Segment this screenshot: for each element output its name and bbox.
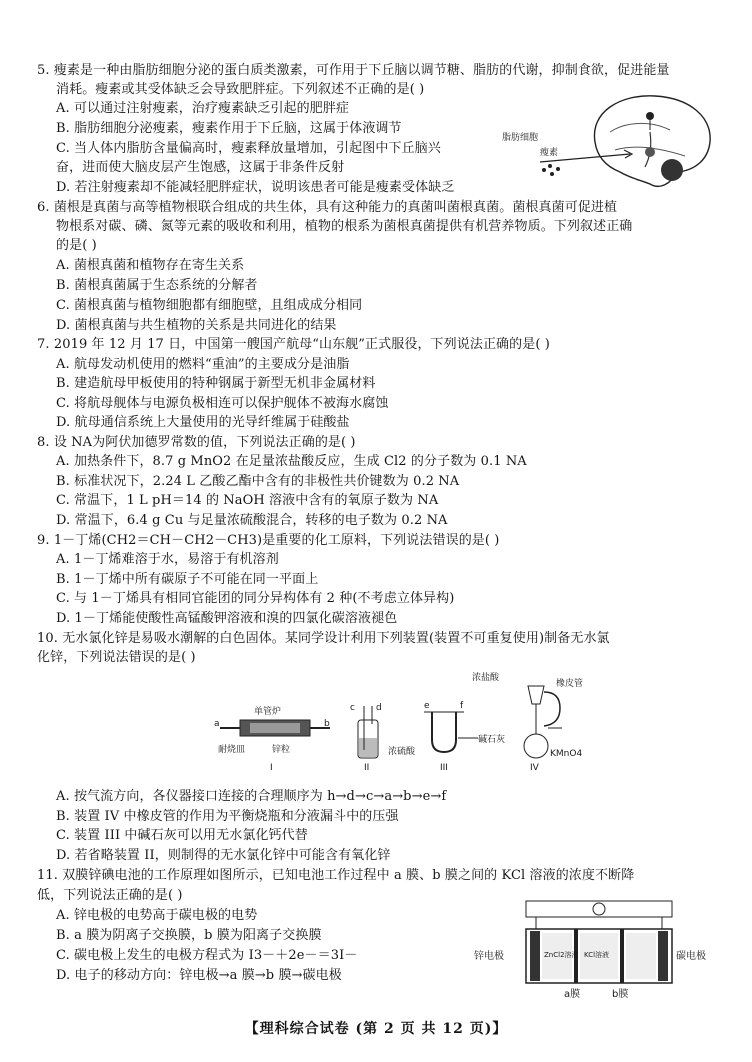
h2so4-label: 浓硫酸 <box>388 747 416 757</box>
zncl2-label: ZnCl2溶液 <box>544 951 579 959</box>
q10-option-b: B. 装置 IV 中橡皮管的作用为平衡烧瓶和分液漏斗中的压强 <box>56 809 399 824</box>
leptin-label: 瘦素 <box>540 148 559 158</box>
svg-text:a: a <box>214 719 220 729</box>
q6-option-c: C. 菌根真菌与植物细胞都有细胞壁，且组成成分相同 <box>56 298 363 313</box>
q6-option-b: B. 菌根真菌属于生态系统的分解者 <box>56 278 258 293</box>
apparatus-diagram <box>210 668 590 778</box>
q5-stem-line-1: 5. 瘦素是一种由脂肪细胞分泌的蛋白质类激素，可作用于下丘脑以调节糖、脂肪的代谢，抑制食欲，促进能量 <box>37 63 670 78</box>
zn-electrode-label: 锌电极 <box>474 951 504 962</box>
page-footer: 【理科综合试卷 (第 2 页 共 12 页)】 <box>244 1021 508 1037</box>
q7-option-a: A. 航母发动机使用的燃料“重油”的主要成分是油脂 <box>56 357 350 372</box>
q10-option-a: A. 按气流方向，各仪器接口连接的合理顺序为 h→d→c→a→b→e→f <box>56 789 447 804</box>
conc-hcl-label: 浓盐酸 <box>472 673 500 683</box>
tube-furnace-label: 单管炉 <box>254 707 282 717</box>
label-i: I <box>270 763 273 773</box>
membrane-b-label: b膜 <box>612 989 629 1000</box>
battery-diagram <box>470 897 730 1005</box>
q5-stem-line-2: 消耗。瘦素或其受体缺乏会导致肥胖症。下列叙述不正确的是( ) <box>56 82 425 97</box>
q6-stem-line-3: 的是( ) <box>56 238 97 253</box>
fat-cell-label: 脂肪细胞 <box>502 133 539 143</box>
q11-option-d: D. 电子的移动方向：锌电极→a 膜→b 膜→碳电极 <box>56 968 342 983</box>
c-electrode-label: 碳电极 <box>676 951 706 962</box>
q11-option-a: A. 锌电极的电势高于碳电极的电势 <box>56 908 258 923</box>
q9-option-c: C. 与 1－丁烯具有相同官能团的同分异构体有 2 种(不考虑立体异构) <box>56 591 455 606</box>
q5-option-d: D. 若注射瘦素却不能减轻肥胖症状，说明该患者可能是瘦素受体缺乏 <box>56 180 455 195</box>
q10-stem-line-2: 化锌，下列说法错误的是( ) <box>37 650 196 665</box>
q5-option-b: B. 脂肪细胞分泌瘦素，瘦素作用于下丘脑，这属于体液调节 <box>56 121 402 136</box>
q5-option-c-cont: 奋，进而使大脑皮层产生饱感，这属于非条件反射 <box>56 160 345 175</box>
label-ii: II <box>364 763 370 773</box>
label-iv: IV <box>530 763 539 773</box>
q9-option-a: A. 1－丁烯难溶于水，易溶于有机溶剂 <box>56 552 279 567</box>
apparatus-iii <box>424 701 505 773</box>
q6-stem-line-1: 6. 菌根是真菌与高等植物根联合组成的共生体，具有这种能力的真菌叫菌根真菌。菌根真菌可促进植 <box>37 200 618 215</box>
q11-stem-line-2: 低，下列说法正确的是( ) <box>37 888 183 903</box>
dish-label: 耐烧皿 <box>218 745 246 755</box>
membrane-a-label: a膜 <box>564 989 581 1000</box>
q10-option-d: D. 若省略装置 II，则制得的无水氯化锌中可能含有氧化锌 <box>56 848 391 863</box>
q6-option-a: A. 菌根真菌和植物存在寄生关系 <box>56 258 245 273</box>
svg-text:f: f <box>460 701 464 711</box>
q6-stem-line-2: 物根系对碳、磷、氮等元素的吸收和利用，植物的根系为菌根真菌提供有机营养物质。下列叙述正确 <box>56 219 633 234</box>
q8-option-c: C. 常温下，1 L pH＝14 的 NaOH 溶液中含有的氧原子数为 NA <box>56 493 439 508</box>
apparatus-iv <box>472 671 583 773</box>
svg-text:e: e <box>424 701 430 711</box>
q9-option-b: B. 1－丁烯中所有碳原子不可能在同一平面上 <box>56 572 319 587</box>
apparatus-i <box>214 705 330 773</box>
q8-stem: 8. 设 NA为阿伏加德罗常数的值，下列说法正确的是( ) <box>37 435 356 450</box>
q7-option-c: C. 将航母舰体与电源负极相连可以保护舰体不被海水腐蚀 <box>56 396 389 411</box>
q11-option-b: B. a 膜为阴离子交换膜，b 膜为阳离子交换膜 <box>56 928 322 943</box>
q5-option-a: A. 可以通过注射瘦素，治疗瘦素缺乏引起的肥胖症 <box>56 101 350 116</box>
soda-lime-label: 碱石灰 <box>478 735 506 745</box>
q9-stem: 9. 1－丁烯(CH2＝CH－CH2－CH3)是重要的化工原料，下列说法错误的是( ) <box>37 533 500 548</box>
svg-text:b: b <box>324 719 330 729</box>
rubber-tube-label: 橡皮管 <box>556 679 584 689</box>
q11-stem-line-1: 11. 双膜锌碘电池的工作原理如图所示，已知电池工作过程中 a 膜、b 膜之间的 KCl 溶液的浓度不断降 <box>37 868 635 883</box>
q8-option-d: D. 常温下，6.4 g Cu 与足量浓硫酸混合，转移的电子数为 0.2 NA <box>56 513 448 528</box>
apparatus-ii <box>350 703 416 773</box>
q11-option-c: C. 碳电极上发生的电极方程式为 I3－＋2e－＝3I－ <box>56 948 358 963</box>
q9-option-d: D. 1－丁烯能使酸性高锰酸钾溶液和溴的四氯化碳溶液褪色 <box>56 611 398 626</box>
q6-option-d: D. 菌根真菌与共生植物的关系是共同进化的结果 <box>56 318 337 333</box>
svg-text:c: c <box>350 703 355 713</box>
q10-stem-line-1: 10. 无水氯化锌是易吸水潮解的白色固体。某同学设计利用下列装置(装置不可重复使用)制备无水氯 <box>37 631 610 646</box>
kmno4-label: KMnO4 <box>550 749 583 759</box>
kcl-label: KCl溶液 <box>584 951 610 959</box>
label-iii: III <box>440 763 448 773</box>
brain-diagram <box>500 92 720 197</box>
q8-option-b: B. 标准状况下，2.24 L 乙酸乙酯中含有的非极性共价键数为 0.2 NA <box>56 474 460 489</box>
q5-option-c: C. 当人体内脂肪含量偏高时，瘦素释放量增加，引起图中下丘脑兴 <box>56 141 441 156</box>
q7-option-d: D. 航母通信系统上大量使用的光导纤维属于硅酸盐 <box>56 415 350 430</box>
q7-stem: 7. 2019 年 12 月 17 日，中国第一艘国产航母“山东舰”正式服役，下列说法正确的是( ) <box>37 337 550 352</box>
svg-text:d: d <box>376 703 382 713</box>
q7-option-b: B. 建造航母甲板使用的特种钢属于新型无机非金属材料 <box>56 376 376 391</box>
zinc-label: 锌粒 <box>272 745 291 755</box>
q10-option-c: C. 装置 III 中碱石灰可以用无水氯化钙代替 <box>56 828 308 843</box>
q8-option-a: A. 加热条件下，8.7 g MnO2 在足量浓盐酸反应，生成 Cl2 的分子数为 0.1 NA <box>56 454 527 469</box>
